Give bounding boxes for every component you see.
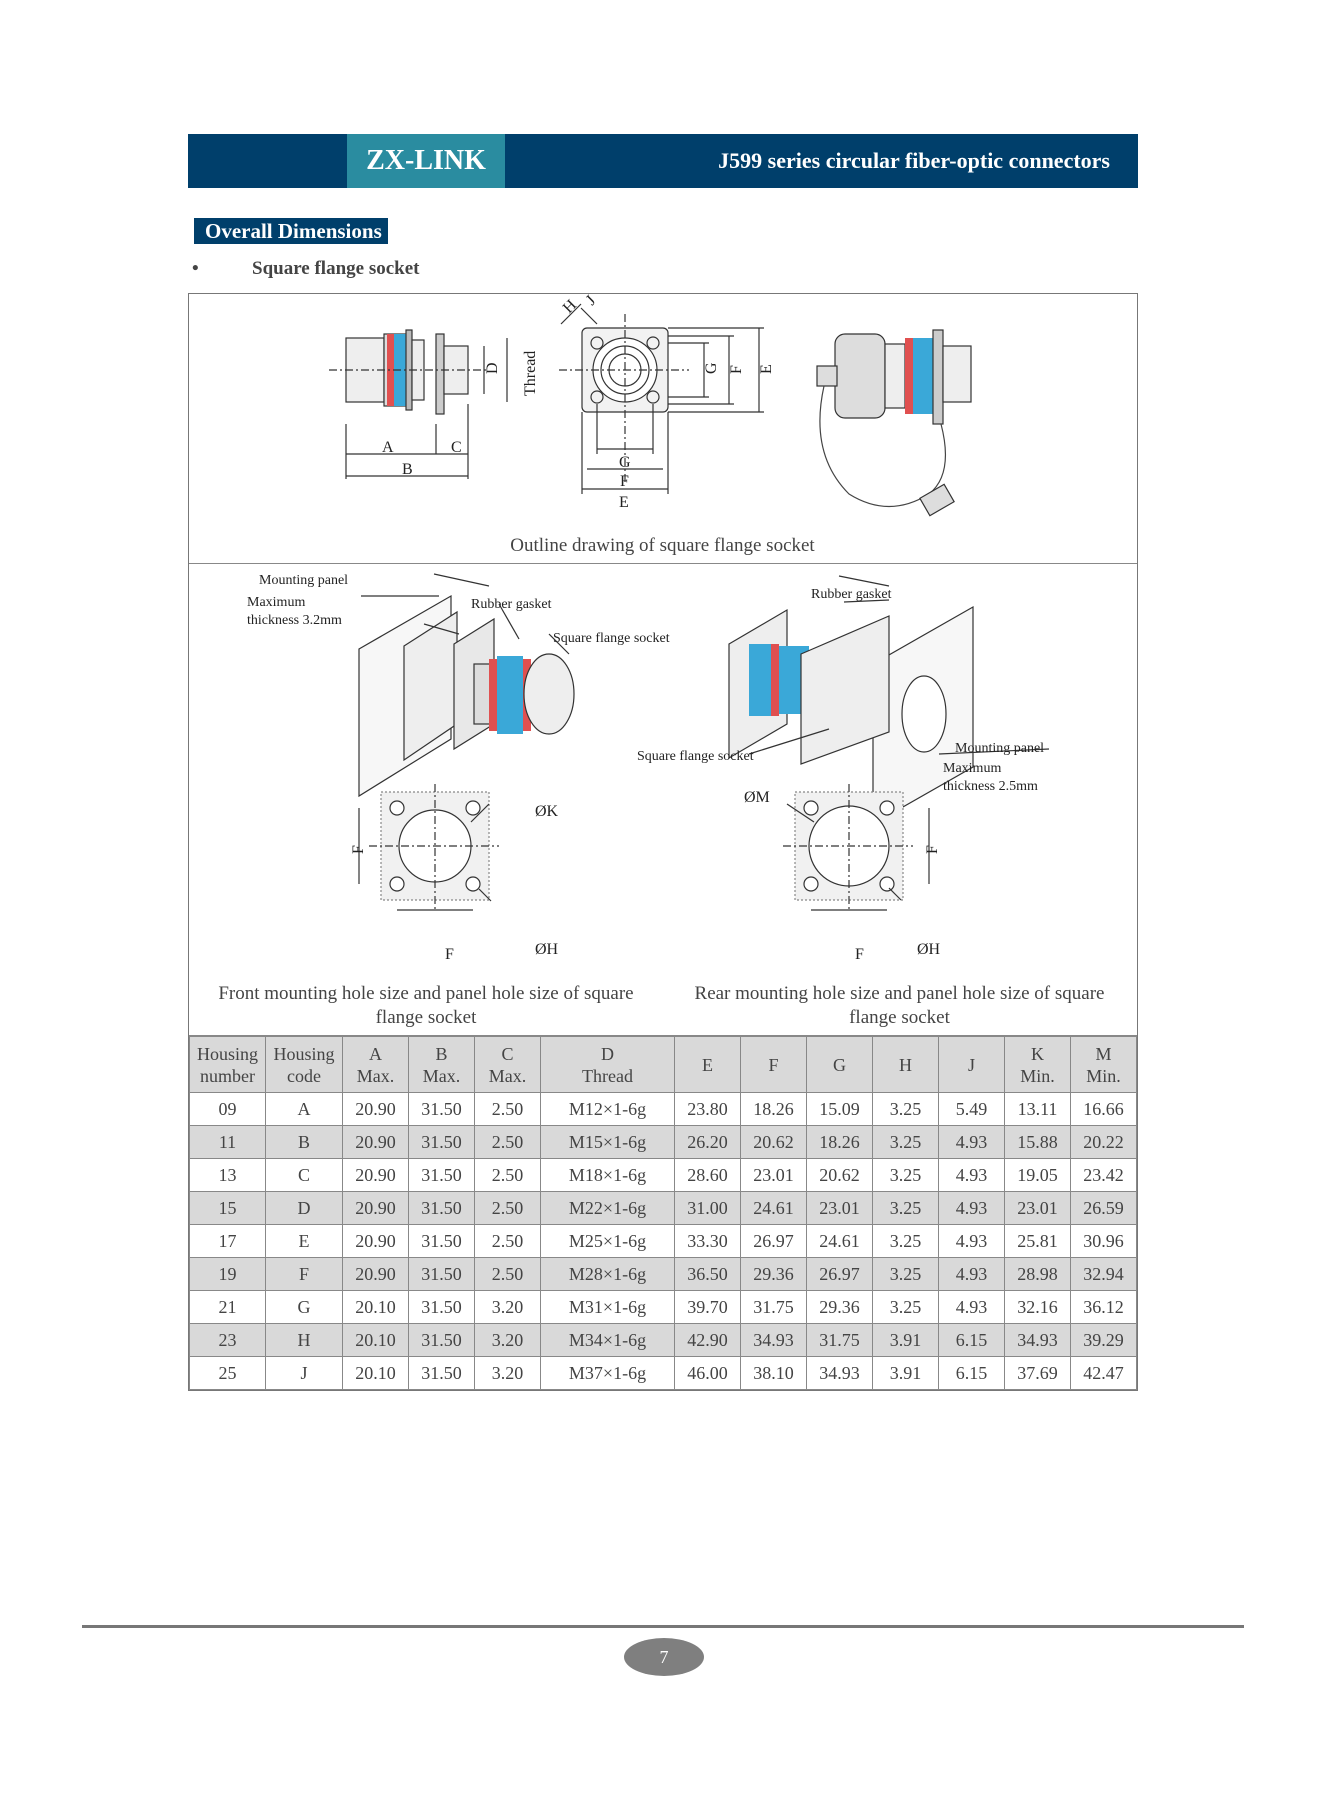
column-header	[190, 1037, 266, 1093]
hole-label-k: ØK	[535, 803, 559, 820]
table-cell: 19	[190, 1258, 266, 1291]
column-header-line-2: Min.	[1086, 1065, 1121, 1086]
table-cell: M22×1-6g	[541, 1192, 675, 1225]
table-row	[190, 1324, 1137, 1357]
table-cell: 4.93	[939, 1126, 1005, 1159]
dim-label-j: J	[582, 294, 600, 309]
header-row	[190, 1037, 1137, 1093]
column-header	[343, 1037, 409, 1093]
table-cell: 3.91	[873, 1324, 939, 1357]
table-row	[190, 1225, 1137, 1258]
bullet-text: Square flange socket	[252, 258, 420, 279]
table-cell: 19.05	[1005, 1159, 1071, 1192]
table-cell: 31.50	[409, 1093, 475, 1126]
table-cell: 20.10	[343, 1357, 409, 1390]
table-cell: 29.36	[807, 1291, 873, 1324]
brand-logo: ZX-LINK	[347, 134, 505, 188]
table-cell: 39.70	[675, 1291, 741, 1324]
mounting-drawings-svg	[189, 564, 1136, 984]
table-cell: 2.50	[475, 1159, 541, 1192]
table-cell: 3.25	[873, 1159, 939, 1192]
table-cell: 26.97	[741, 1225, 807, 1258]
table-cell: 3.25	[873, 1192, 939, 1225]
column-header	[675, 1037, 741, 1093]
hole-label-f-right: F	[855, 946, 864, 963]
hole-label-h-right: ØH	[917, 941, 941, 958]
table-cell: 3.25	[873, 1093, 939, 1126]
column-header-line-1: J	[967, 1054, 975, 1075]
table-cell: 23.01	[1005, 1192, 1071, 1225]
table-row	[190, 1126, 1137, 1159]
dim-label-f-bottom: F	[620, 473, 629, 490]
dim-label-thread: Thread	[522, 350, 539, 396]
table-cell: 11	[190, 1126, 266, 1159]
table-cell: E	[266, 1225, 343, 1258]
column-header	[266, 1037, 343, 1093]
table-cell: 31.75	[741, 1291, 807, 1324]
table-cell: 3.25	[873, 1126, 939, 1159]
bullet-item	[192, 258, 419, 280]
table-cell: 17	[190, 1225, 266, 1258]
table-cell: 31.75	[807, 1324, 873, 1357]
dim-label-b: B	[402, 461, 413, 478]
table-cell: 15	[190, 1192, 266, 1225]
table-cell: 23.42	[1071, 1159, 1137, 1192]
table-cell: M31×1-6g	[541, 1291, 675, 1324]
table-cell: 3.25	[873, 1291, 939, 1324]
table-cell: D	[266, 1192, 343, 1225]
table-cell: M12×1-6g	[541, 1093, 675, 1126]
table-cell: 20.10	[343, 1291, 409, 1324]
column-header	[939, 1037, 1005, 1093]
right-label-max: Maximum	[943, 761, 1002, 776]
table-cell: 23.01	[807, 1192, 873, 1225]
table-cell: 28.60	[675, 1159, 741, 1192]
table-cell: 32.16	[1005, 1291, 1071, 1324]
table-cell: 42.90	[675, 1324, 741, 1357]
right-label-panel: Mounting panel	[955, 741, 1045, 756]
outline-drawing-svg	[189, 294, 1136, 563]
front-caption	[189, 982, 663, 1030]
table-cell: 20.90	[343, 1258, 409, 1291]
table-cell: 36.12	[1071, 1291, 1137, 1324]
hole-label-m: ØM	[744, 789, 770, 806]
table-row	[190, 1093, 1137, 1126]
table-cell: 18.26	[741, 1093, 807, 1126]
table-cell: 28.98	[1005, 1258, 1071, 1291]
front-caption-line-1: Front mounting hole size and panel hole size of square	[218, 983, 634, 1004]
table-cell: M18×1-6g	[541, 1159, 675, 1192]
table-cell: 3.91	[873, 1357, 939, 1390]
table-cell: 4.93	[939, 1258, 1005, 1291]
table-cell: H	[266, 1324, 343, 1357]
column-header-line-1: K	[1031, 1043, 1044, 1064]
right-label-socket: Square flange socket	[637, 749, 754, 764]
left-label-socket: Square flange socket	[553, 631, 670, 646]
table-cell: 3.25	[873, 1225, 939, 1258]
table-row	[190, 1258, 1137, 1291]
table-row	[190, 1192, 1137, 1225]
bullet-icon: •	[192, 258, 199, 279]
dim-label-e-side: E	[758, 364, 775, 374]
table-cell: 20.62	[741, 1126, 807, 1159]
mounting-drawings	[189, 564, 1137, 1036]
table-header	[190, 1037, 1137, 1093]
table-cell: 33.30	[675, 1225, 741, 1258]
table-cell: 23.01	[741, 1159, 807, 1192]
column-header-line-1: F	[768, 1054, 779, 1075]
page-number: 7	[624, 1638, 704, 1676]
column-header	[409, 1037, 475, 1093]
rear-caption	[663, 982, 1136, 1030]
column-header	[741, 1037, 807, 1093]
column-header	[1071, 1037, 1137, 1093]
column-header-line-1: B	[435, 1043, 448, 1064]
table-cell: A	[266, 1093, 343, 1126]
table-cell: M34×1-6g	[541, 1324, 675, 1357]
hole-label-f-right-side: F	[924, 845, 941, 854]
dim-label-h: H	[559, 296, 581, 317]
rear-caption-line-1: Rear mounting hole size and panel hole size of square	[694, 983, 1105, 1004]
dim-label-e-bottom: E	[619, 494, 629, 511]
table-cell: 31.50	[409, 1126, 475, 1159]
rear-caption-line-2: flange socket	[849, 1007, 950, 1028]
table-cell: 31.50	[409, 1225, 475, 1258]
document-title: J599 series circular fiber-optic connectors	[718, 148, 1110, 173]
table-cell: 30.96	[1071, 1225, 1137, 1258]
footer-divider	[82, 1625, 1244, 1628]
left-label-max: Maximum	[247, 595, 306, 610]
table-cell: 26.20	[675, 1126, 741, 1159]
table-cell: 25	[190, 1357, 266, 1390]
table-cell: 42.47	[1071, 1357, 1137, 1390]
table-cell: G	[266, 1291, 343, 1324]
table-cell: 34.93	[807, 1357, 873, 1390]
table-cell: 2.50	[475, 1225, 541, 1258]
dim-label-g-side: G	[703, 362, 720, 374]
table-cell: 4.93	[939, 1291, 1005, 1324]
outline-drawing	[189, 294, 1137, 564]
table-cell: 31.00	[675, 1192, 741, 1225]
column-header-line-2: Max.	[356, 1065, 395, 1086]
table-cell: 31.50	[409, 1258, 475, 1291]
table-cell: 24.61	[807, 1225, 873, 1258]
table-cell: 20.22	[1071, 1126, 1137, 1159]
table-cell: 15.09	[807, 1093, 873, 1126]
front-caption-line-2: flange socket	[375, 1007, 477, 1028]
right-label-thickness: thickness 2.5mm	[943, 779, 1038, 794]
table-cell: M15×1-6g	[541, 1126, 675, 1159]
table-cell: 6.15	[939, 1357, 1005, 1390]
column-header-line-1: C	[501, 1043, 514, 1064]
table-cell: 26.59	[1071, 1192, 1137, 1225]
column-header	[475, 1037, 541, 1093]
table-cell: 13.11	[1005, 1093, 1071, 1126]
table-cell: 2.50	[475, 1093, 541, 1126]
table-cell: 09	[190, 1093, 266, 1126]
left-label-thickness: thickness 3.2mm	[247, 613, 342, 628]
table-row	[190, 1357, 1137, 1390]
table-cell: 24.61	[741, 1192, 807, 1225]
table-cell: M37×1-6g	[541, 1357, 675, 1390]
table-cell: 31.50	[409, 1324, 475, 1357]
table-cell: 37.69	[1005, 1357, 1071, 1390]
table-cell: B	[266, 1126, 343, 1159]
column-header-line-1: H	[899, 1054, 912, 1075]
table-body	[190, 1093, 1137, 1390]
table-cell: F	[266, 1258, 343, 1291]
table-cell: 32.94	[1071, 1258, 1137, 1291]
table-cell: 23	[190, 1324, 266, 1357]
figure-frame	[188, 293, 1138, 1391]
table-cell: 20.10	[343, 1324, 409, 1357]
table-cell: 25.81	[1005, 1225, 1071, 1258]
table-cell: 46.00	[675, 1357, 741, 1390]
table-cell: 2.50	[475, 1258, 541, 1291]
column-header-line-2: Min.	[1020, 1065, 1055, 1086]
table-cell: 4.93	[939, 1225, 1005, 1258]
column-header	[541, 1037, 675, 1093]
table-cell: 18.26	[807, 1126, 873, 1159]
dim-label-c: C	[451, 439, 462, 456]
column-header-line-1: Housing	[196, 1043, 258, 1064]
table-cell: 3.20	[475, 1291, 541, 1324]
table-cell: 4.93	[939, 1192, 1005, 1225]
table-cell: 3.20	[475, 1357, 541, 1390]
dim-label-g: G	[619, 454, 631, 471]
dimensions-table	[189, 1036, 1137, 1390]
table-cell: 26.97	[807, 1258, 873, 1291]
table-row	[190, 1291, 1137, 1324]
table-cell: 20.90	[343, 1126, 409, 1159]
table-cell: 16.66	[1071, 1093, 1137, 1126]
table-cell: 31.50	[409, 1357, 475, 1390]
table-cell: 31.50	[409, 1159, 475, 1192]
column-header-line-1: D	[601, 1043, 614, 1064]
table-cell: 3.20	[475, 1324, 541, 1357]
table-cell: 13	[190, 1159, 266, 1192]
column-header-line-2: number	[200, 1065, 255, 1086]
header-bar	[188, 134, 1138, 188]
table-cell: 2.50	[475, 1192, 541, 1225]
dim-label-a: A	[382, 439, 394, 456]
column-header-line-1: E	[702, 1054, 713, 1075]
table-cell: C	[266, 1159, 343, 1192]
hole-label-h-left: ØH	[535, 941, 559, 958]
table-cell: 29.36	[741, 1258, 807, 1291]
table-cell: 4.93	[939, 1159, 1005, 1192]
table-cell: 34.93	[741, 1324, 807, 1357]
column-header-line-2: code	[287, 1065, 321, 1086]
right-label-gasket: Rubber gasket	[811, 587, 892, 602]
table-row	[190, 1159, 1137, 1192]
outline-caption: Outline drawing of square flange socket	[510, 535, 815, 556]
column-header-line-1: A	[369, 1043, 382, 1064]
table-cell: 21	[190, 1291, 266, 1324]
table-cell: 3.25	[873, 1258, 939, 1291]
column-header-line-1: G	[833, 1054, 846, 1075]
column-header	[807, 1037, 873, 1093]
section-heading: Overall Dimensions	[194, 218, 388, 244]
table-cell: 36.50	[675, 1258, 741, 1291]
table-cell: M28×1-6g	[541, 1258, 675, 1291]
hole-label-f-left: F	[445, 946, 454, 963]
table-cell: J	[266, 1357, 343, 1390]
table-cell: 39.29	[1071, 1324, 1137, 1357]
column-header-line-2: Max.	[422, 1065, 461, 1086]
column-header-line-1: M	[1095, 1043, 1112, 1064]
table-cell: 20.90	[343, 1159, 409, 1192]
table-cell: 6.15	[939, 1324, 1005, 1357]
column-header-line-1: Housing	[273, 1043, 335, 1064]
table-cell: 20.90	[343, 1192, 409, 1225]
table-cell: M25×1-6g	[541, 1225, 675, 1258]
column-header	[1005, 1037, 1071, 1093]
table-cell: 20.90	[343, 1093, 409, 1126]
column-header-line-2: Max.	[488, 1065, 527, 1086]
hole-label-f-left-side: F	[350, 845, 367, 854]
table-cell: 15.88	[1005, 1126, 1071, 1159]
table-cell: 38.10	[741, 1357, 807, 1390]
left-label-gasket: Rubber gasket	[471, 597, 552, 612]
column-header-line-2: Thread	[582, 1065, 633, 1086]
column-header	[873, 1037, 939, 1093]
table-cell: 2.50	[475, 1126, 541, 1159]
table-cell: 20.62	[807, 1159, 873, 1192]
dim-label-f-side: F	[728, 365, 745, 374]
table-cell: 23.80	[675, 1093, 741, 1126]
dim-label-d: D	[484, 362, 501, 374]
table-cell: 20.90	[343, 1225, 409, 1258]
table-cell: 31.50	[409, 1291, 475, 1324]
table-cell: 31.50	[409, 1192, 475, 1225]
left-label-panel: Mounting panel	[259, 573, 349, 588]
table-cell: 34.93	[1005, 1324, 1071, 1357]
table-cell: 5.49	[939, 1093, 1005, 1126]
